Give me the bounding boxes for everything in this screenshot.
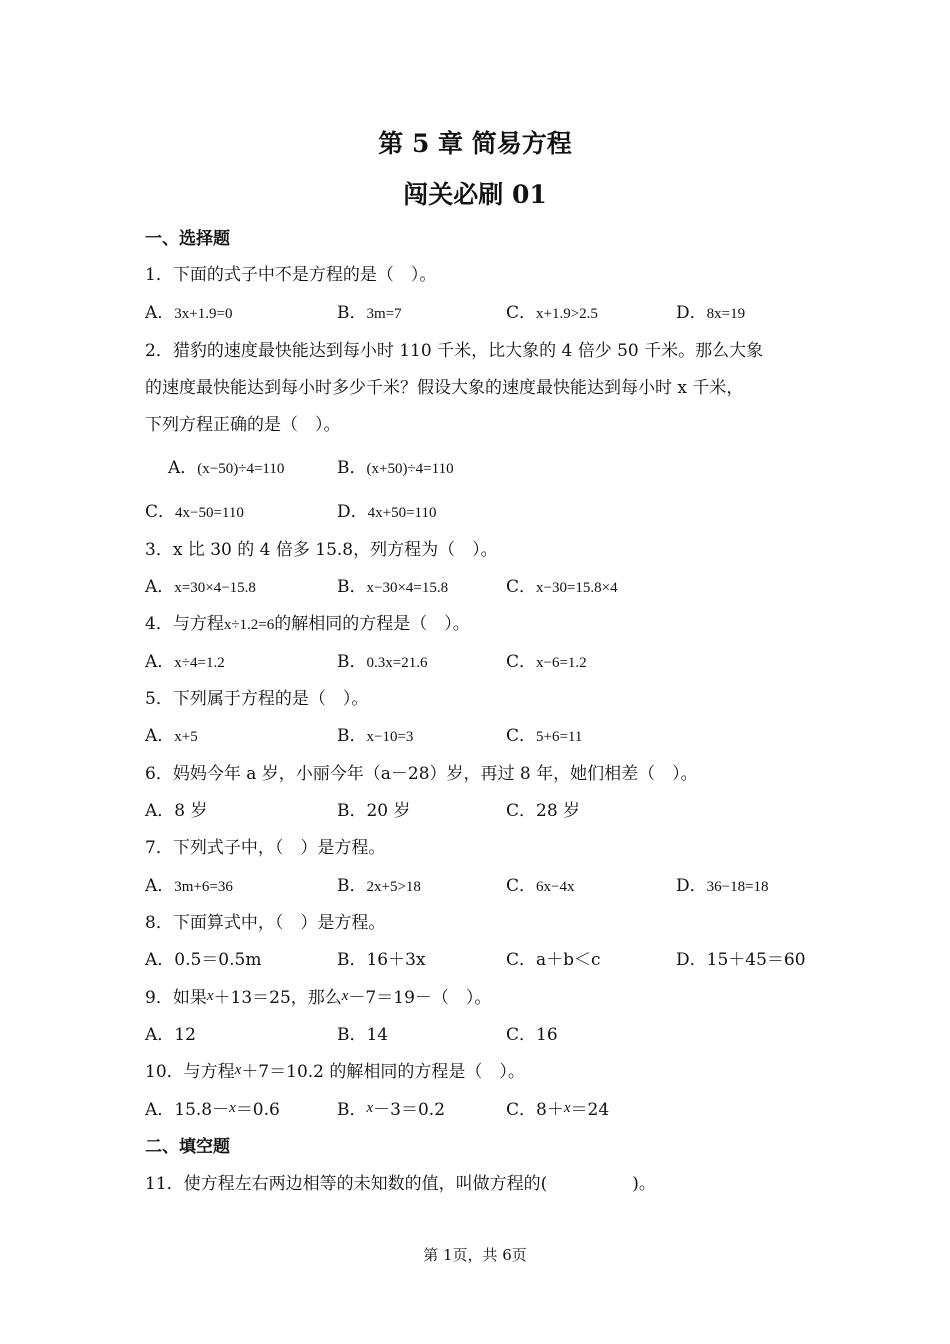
q8-option-a: A．0.5＝0.5m	[145, 950, 262, 970]
q9-option-a: A．12	[145, 1025, 196, 1045]
question-9-stem: 9．如果x＋13＝25，那么x－7＝19－（ ）。	[145, 988, 492, 1008]
q6-option-c: C．28 岁	[506, 801, 581, 821]
q5-option-c: C．5+6=11	[506, 726, 583, 746]
page-subtitle: 闯关必刷 01	[403, 180, 547, 209]
q4-option-b: B．0.3x=21.6	[337, 652, 428, 672]
question-3-stem: 3．x 比 30 的 4 倍多 15.8，列方程为（ ）。	[145, 540, 498, 560]
question-8-stem: 8．下面算式中，（ ）是方程。	[145, 913, 386, 933]
q10-option-c: C．8＋x＝24	[506, 1100, 610, 1120]
section-heading-fill: 二、填空题	[145, 1137, 230, 1157]
q10-option-b: B．x－3＝0.2	[337, 1100, 446, 1120]
q1-option-c: C．x+1.9>2.5	[506, 303, 598, 323]
q1-option-d: D．8x=19	[676, 303, 746, 323]
q10-option-a: A．15.8－x＝0.6	[145, 1100, 280, 1120]
question-2-line-3: 下列方程正确的是（ ）。	[145, 415, 341, 435]
question-1-stem: 1．下面的式子中不是方程的是（ ）。	[145, 265, 437, 285]
question-2-line-2: 的速度最快能达到每小时多少千米？假设大象的速度最快能达到每小时 x 千米，	[145, 378, 744, 398]
question-11-stem: 11．使方程左右两边相等的未知数的值，叫做方程的( )。	[145, 1174, 656, 1194]
q2-option-c: C．4x−50=110	[145, 502, 244, 522]
page-title: 第 5 章 简易方程	[378, 129, 572, 158]
q6-option-a: A．8 岁	[145, 801, 208, 821]
q5-option-a: A．x+5	[145, 726, 198, 746]
q2-option-b: B．(x+50)÷4=110	[337, 458, 454, 478]
section-heading-choice: 一、选择题	[145, 229, 230, 249]
question-2-line-1: 2．猎豹的速度最快能达到每小时 110 千米，比大象的 4 倍少 50 千米。那么大象	[145, 341, 764, 361]
q4-option-a: A．x÷4=1.2	[145, 652, 225, 672]
q7-option-b: B．2x+5>18	[337, 876, 421, 896]
q1-option-a: A．3x+1.9=0	[145, 303, 233, 323]
q7-option-a: A．3m+6=36	[145, 876, 233, 896]
q7-option-c: C．6x−4x	[506, 876, 575, 896]
question-7-stem: 7．下列式子中，（ ）是方程。	[145, 838, 386, 858]
q1-option-b: B．3m=7	[337, 303, 402, 323]
q8-option-c: C．a＋b＜c	[506, 950, 601, 970]
q4-option-c: C．x−6=1.2	[506, 652, 587, 672]
q9-option-c: C．16	[506, 1025, 558, 1045]
question-6-stem: 6．妈妈今年 a 岁，小丽今年（a－28）岁，再过 8 年，她们相差（ ）。	[145, 764, 698, 784]
q7-option-d: D．36−18=18	[676, 876, 769, 896]
q8-option-d: D．15＋45＝60	[676, 950, 806, 970]
q8-option-b: B．16＋3x	[337, 950, 426, 970]
q3-option-b: B．x−30×4=15.8	[337, 577, 449, 597]
q2-option-d: D．4x+50=110	[337, 502, 437, 522]
question-4-stem: 4．与方程x÷1.2=6的解相同的方程是（ ）。	[145, 614, 470, 634]
q5-option-b: B．x−10=3	[337, 726, 414, 746]
question-10-stem: 10．与方程x＋7＝10.2 的解相同的方程是（ ）。	[145, 1062, 525, 1082]
q2-option-a: A．(x−50)÷4=110	[168, 458, 285, 478]
q3-option-c: C．x−30=15.8×4	[506, 577, 618, 597]
page-footer: 第 1页，共 6页	[423, 1246, 527, 1264]
q3-option-a: A．x=30×4−15.8	[145, 577, 256, 597]
question-5-stem: 5．下列属于方程的是（ ）。	[145, 689, 369, 709]
q9-option-b: B．14	[337, 1025, 389, 1045]
q6-option-b: B．20 岁	[337, 801, 411, 821]
